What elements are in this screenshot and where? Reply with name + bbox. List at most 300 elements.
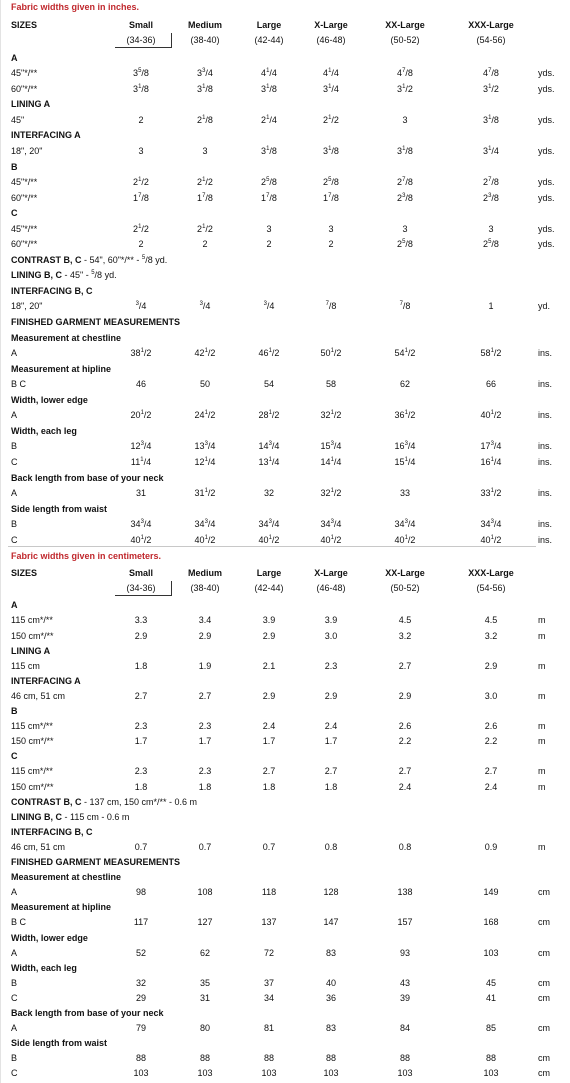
value-cell: 2.3 bbox=[198, 721, 212, 732]
value-cell: $2^1/2$ bbox=[133, 177, 149, 188]
section-label: Width, lower edge bbox=[11, 932, 88, 943]
row-label: A bbox=[11, 410, 18, 421]
value-cell: $3^1/8$ bbox=[197, 83, 213, 94]
value-cell: $32^1/2$ bbox=[320, 488, 342, 499]
size-range-1: (38-40) bbox=[190, 35, 220, 46]
value-cell: 3.2 bbox=[484, 630, 498, 641]
value-cell: 108 bbox=[197, 887, 213, 898]
value-cell: 3 bbox=[138, 145, 144, 156]
section-label: A bbox=[11, 52, 18, 63]
unit-label: yds. bbox=[538, 145, 555, 156]
value-cell: $32^1/2$ bbox=[320, 410, 342, 421]
section-row bbox=[0, 393, 570, 408]
value-cell: $34^3/4$ bbox=[320, 519, 342, 530]
value-cell: $31^1/2$ bbox=[194, 488, 216, 499]
unit-label: ins. bbox=[538, 519, 553, 530]
size-range-4: (50-52) bbox=[390, 35, 420, 46]
value-cell: $16^3/4$ bbox=[394, 441, 416, 452]
value-cell: $40^1/2$ bbox=[480, 410, 502, 421]
value-cell: 2.9 bbox=[262, 630, 276, 641]
value-cell: $1^7/8$ bbox=[133, 192, 149, 203]
section-label: Back length from base of your neck bbox=[11, 472, 164, 483]
section-label: C bbox=[11, 751, 18, 762]
section-label: LINING A bbox=[11, 99, 51, 110]
section-row bbox=[0, 331, 570, 346]
value-cell: 2.9 bbox=[398, 690, 412, 701]
table-row bbox=[0, 1066, 570, 1081]
note-text: - 137 cm, 150 cm*/** - 0.6 m bbox=[81, 796, 198, 807]
row-label: 150 cm*/** bbox=[11, 736, 54, 747]
table-row bbox=[0, 191, 570, 206]
section-row bbox=[0, 704, 570, 719]
size-name-2: Large bbox=[256, 19, 282, 30]
section-label: Width, each leg bbox=[11, 425, 77, 436]
value-cell: $2^1/2$ bbox=[197, 177, 213, 188]
value-cell: 2.7 bbox=[398, 660, 412, 671]
table-row bbox=[0, 915, 570, 930]
table-row bbox=[0, 517, 570, 532]
value-cell: $2^1/2$ bbox=[323, 114, 339, 125]
value-cell: 88 bbox=[135, 1053, 147, 1064]
value-cell: 1.8 bbox=[262, 781, 276, 792]
size-name-3: X-Large bbox=[314, 19, 348, 30]
imperial-title-row bbox=[0, 0, 570, 15]
value-cell: 31 bbox=[135, 488, 147, 499]
value-cell: 1.8 bbox=[324, 781, 338, 792]
value-cell: 3 bbox=[488, 223, 494, 234]
value-cell: $38^1/2$ bbox=[130, 348, 152, 359]
imperial-table-title: Fabric widths given in inches. bbox=[11, 2, 140, 12]
size-name-1: Medium bbox=[187, 19, 223, 30]
section-row bbox=[0, 644, 570, 659]
table-row bbox=[0, 976, 570, 991]
value-cell: $4^1/4$ bbox=[261, 68, 277, 79]
size-name-3: X-Large bbox=[314, 568, 348, 579]
row-label: 46 cm, 51 cm bbox=[11, 690, 66, 701]
value-cell: 98 bbox=[135, 887, 147, 898]
value-cell: 66 bbox=[485, 379, 497, 390]
row-label: C bbox=[11, 1068, 18, 1079]
value-cell: 4.5 bbox=[398, 615, 412, 626]
note-row bbox=[0, 795, 570, 810]
value-cell: $3^1/8$ bbox=[261, 145, 277, 156]
value-cell: 103 bbox=[261, 1068, 277, 1079]
value-cell: 39 bbox=[399, 992, 411, 1003]
sizes-header-label: SIZES bbox=[11, 19, 38, 30]
value-cell: $46^1/2$ bbox=[258, 348, 280, 359]
note-label: CONTRAST B, C bbox=[11, 796, 82, 807]
unit-label: cm bbox=[538, 887, 550, 898]
table-row bbox=[0, 486, 570, 501]
small-size-divider bbox=[171, 33, 172, 48]
size-name-2: Large bbox=[256, 568, 282, 579]
section-label: C bbox=[11, 208, 18, 219]
value-cell: $2^1/4$ bbox=[261, 114, 277, 125]
value-cell: 3.4 bbox=[198, 615, 212, 626]
small-size-underline bbox=[115, 47, 171, 48]
value-cell: 3 bbox=[266, 223, 272, 234]
value-cell: $34^3/4$ bbox=[258, 519, 280, 530]
value-cell: $3^1/4$ bbox=[323, 83, 339, 94]
unit-label: cm bbox=[538, 917, 550, 928]
imperial-size-header-row bbox=[0, 18, 570, 33]
value-cell: 2.9 bbox=[484, 660, 498, 671]
value-cell: 0.8 bbox=[324, 841, 338, 852]
size-name-4: XX-Large bbox=[385, 568, 425, 579]
small-size-divider bbox=[171, 581, 172, 596]
value-cell: 37 bbox=[263, 977, 275, 988]
section-row bbox=[0, 424, 570, 439]
row-label: 150 cm*/** bbox=[11, 781, 54, 792]
value-cell: 2.9 bbox=[198, 630, 212, 641]
row-label: B bbox=[11, 977, 18, 988]
value-cell: 41 bbox=[485, 992, 497, 1003]
value-cell: 31 bbox=[199, 992, 211, 1003]
value-cell: 3.9 bbox=[324, 615, 338, 626]
section-row bbox=[0, 855, 570, 870]
value-cell: 80 bbox=[199, 1023, 211, 1034]
table-row bbox=[0, 299, 570, 314]
section-label: Measurement at hipline bbox=[11, 902, 112, 913]
value-cell: 4.5 bbox=[484, 615, 498, 626]
value-cell: 85 bbox=[485, 1023, 497, 1034]
table-row bbox=[0, 377, 570, 392]
unit-label: m bbox=[538, 630, 546, 641]
unit-label: m bbox=[538, 721, 546, 732]
value-cell: $1^7/8$ bbox=[197, 192, 213, 203]
value-cell: 1.7 bbox=[262, 736, 276, 747]
section-label: FINISHED GARMENT MEASUREMENTS bbox=[11, 317, 181, 327]
value-cell: 2 bbox=[328, 239, 334, 250]
section-label: Side length from waist bbox=[11, 503, 108, 514]
value-cell: 88 bbox=[399, 1053, 411, 1064]
value-cell: $11^1/4$ bbox=[130, 456, 152, 467]
section-row bbox=[0, 749, 570, 764]
value-cell: $34^3/4$ bbox=[194, 519, 216, 530]
row-label: 60"*/** bbox=[11, 83, 38, 94]
value-cell: 50 bbox=[199, 379, 211, 390]
metric-title-row bbox=[0, 549, 570, 564]
value-cell: 3 bbox=[328, 223, 334, 234]
value-cell: 58 bbox=[325, 379, 337, 390]
row-label: A bbox=[11, 348, 18, 359]
note-line bbox=[11, 795, 197, 810]
value-cell: 32 bbox=[135, 977, 147, 988]
value-cell: 0.7 bbox=[134, 841, 148, 852]
value-cell: 3 bbox=[202, 145, 208, 156]
value-cell: 3.9 bbox=[262, 615, 276, 626]
value-cell: $54^1/2$ bbox=[394, 348, 416, 359]
table-row bbox=[0, 764, 570, 779]
value-cell: $2^3/8$ bbox=[397, 192, 413, 203]
section-label: Width, each leg bbox=[11, 962, 77, 973]
table-row bbox=[0, 346, 570, 361]
value-cell: 40 bbox=[325, 977, 337, 988]
value-cell: 168 bbox=[483, 917, 499, 928]
row-label: B C bbox=[11, 917, 27, 928]
table-row bbox=[0, 144, 570, 159]
section-label: INTERFACING A bbox=[11, 130, 81, 141]
unit-label: ins. bbox=[538, 456, 553, 467]
sizes-header-label: SIZES bbox=[11, 568, 38, 579]
value-cell: 103 bbox=[323, 1068, 339, 1079]
value-cell: $2^1/2$ bbox=[197, 223, 213, 234]
row-label: C bbox=[11, 534, 18, 545]
value-cell: $2^7/8$ bbox=[483, 177, 499, 188]
row-label: 115 cm*/** bbox=[11, 721, 53, 732]
value-cell: 43 bbox=[399, 977, 411, 988]
value-cell: $20^1/2$ bbox=[130, 410, 152, 421]
section-row bbox=[0, 1036, 570, 1051]
row-label: C bbox=[11, 992, 18, 1003]
size-name-5: XXX-Large bbox=[468, 568, 514, 579]
value-cell: $3^1/4$ bbox=[483, 145, 499, 156]
value-cell: $58^1/2$ bbox=[480, 348, 502, 359]
row-label: C bbox=[11, 456, 18, 467]
value-cell: 88 bbox=[485, 1053, 497, 1064]
unit-label: cm bbox=[538, 992, 550, 1003]
note-row bbox=[0, 253, 570, 268]
value-cell: 62 bbox=[399, 379, 411, 390]
note-text: - 45" - $^5$/8 yd. bbox=[62, 270, 117, 281]
value-cell: 1.7 bbox=[134, 736, 148, 747]
row-label: 18", 20" bbox=[11, 145, 43, 156]
value-cell: 2.1 bbox=[262, 660, 276, 671]
section-row bbox=[0, 160, 570, 175]
table-row bbox=[0, 885, 570, 900]
value-cell: 83 bbox=[325, 1023, 337, 1034]
row-label: B bbox=[11, 1053, 18, 1064]
value-cell: 2 bbox=[138, 239, 144, 250]
value-cell: 138 bbox=[397, 887, 413, 898]
value-cell: $2^1/2$ bbox=[133, 223, 149, 234]
value-cell: 2.4 bbox=[484, 781, 498, 792]
size-name-5: XXX-Large bbox=[468, 19, 514, 30]
unit-label: ins. bbox=[538, 410, 553, 421]
note-label: LINING B, C bbox=[11, 811, 62, 822]
value-cell: 2 bbox=[266, 239, 272, 250]
value-cell: $24^1/2$ bbox=[194, 410, 216, 421]
value-cell: $33^1/2$ bbox=[480, 488, 502, 499]
unit-label: yds. bbox=[538, 83, 555, 94]
table-row bbox=[0, 613, 570, 628]
table-row bbox=[0, 533, 570, 548]
table-row bbox=[0, 629, 570, 644]
unit-label: cm bbox=[538, 947, 550, 958]
value-cell: 72 bbox=[263, 947, 275, 958]
section-label: B bbox=[11, 706, 18, 716]
row-label: B bbox=[11, 519, 18, 530]
value-cell: 103 bbox=[197, 1068, 213, 1079]
value-cell: 3.0 bbox=[484, 690, 498, 701]
value-cell: $12^1/4$ bbox=[194, 456, 216, 467]
value-cell: $40^1/2$ bbox=[130, 534, 152, 545]
value-cell: $12^3/4$ bbox=[130, 441, 152, 452]
size-range-0: (34-36) bbox=[126, 35, 156, 46]
row-label: 60"*/** bbox=[11, 239, 38, 250]
value-cell: $3^1/8$ bbox=[261, 83, 277, 94]
unit-label: m bbox=[538, 615, 546, 626]
unit-label: ins. bbox=[538, 379, 553, 390]
value-cell: $3^3/4$ bbox=[197, 68, 213, 79]
value-cell: $2^5/8$ bbox=[397, 239, 413, 250]
section-label: INTERFACING B, C bbox=[11, 826, 93, 837]
table-row bbox=[0, 689, 570, 704]
size-range-4: (50-52) bbox=[390, 583, 420, 594]
value-cell: 83 bbox=[325, 947, 337, 958]
section-label: LINING A bbox=[11, 645, 51, 656]
table-row bbox=[0, 780, 570, 795]
row-label: 45"*/** bbox=[11, 177, 38, 188]
row-label: 45" bbox=[11, 114, 25, 125]
value-cell: $2^1/8$ bbox=[197, 114, 213, 125]
size-name-0: Small bbox=[128, 19, 154, 30]
section-row bbox=[0, 1006, 570, 1021]
value-cell: 103 bbox=[397, 1068, 413, 1079]
value-cell: $4^7/8$ bbox=[483, 68, 499, 79]
value-cell: $^3$/4 bbox=[135, 301, 147, 312]
note-line bbox=[11, 253, 167, 268]
value-cell: 3.2 bbox=[398, 630, 412, 641]
value-cell: 88 bbox=[199, 1053, 211, 1064]
value-cell: $34^3/4$ bbox=[394, 519, 416, 530]
section-label: A bbox=[11, 600, 18, 611]
table-row bbox=[0, 175, 570, 190]
value-cell: $3^5/8$ bbox=[133, 68, 149, 79]
unit-label: yds. bbox=[538, 223, 555, 234]
value-cell: 2.7 bbox=[134, 690, 148, 701]
table-row bbox=[0, 222, 570, 237]
value-cell: $28^1/2$ bbox=[258, 410, 280, 421]
value-cell: $2^5/8$ bbox=[323, 177, 339, 188]
table-row bbox=[0, 840, 570, 855]
unit-label: cm bbox=[538, 1053, 550, 1064]
note-text: - 115 cm - 0.6 m bbox=[62, 811, 130, 822]
value-cell: 46 bbox=[135, 379, 147, 390]
value-cell: 32 bbox=[263, 488, 275, 499]
row-label: 45"*/** bbox=[11, 68, 38, 79]
value-cell: 2 bbox=[138, 114, 144, 125]
section-label: Measurement at chestline bbox=[11, 872, 122, 883]
value-cell: $^3$/4 bbox=[199, 301, 211, 312]
value-cell: $3^1/8$ bbox=[133, 83, 149, 94]
value-cell: 34 bbox=[263, 992, 275, 1003]
value-cell: 157 bbox=[397, 917, 413, 928]
value-cell: $17^3/4$ bbox=[480, 441, 502, 452]
value-cell: $3^1/8$ bbox=[483, 114, 499, 125]
value-cell: 29 bbox=[135, 992, 147, 1003]
value-cell: $1^7/8$ bbox=[323, 192, 339, 203]
value-cell: $2^3/8$ bbox=[483, 192, 499, 203]
section-label: Back length from base of your neck bbox=[11, 1008, 164, 1018]
value-cell: 3 bbox=[402, 223, 408, 234]
value-cell: 1.8 bbox=[198, 781, 212, 792]
metric-table-title: Fabric widths given in centimeters. bbox=[11, 551, 162, 561]
value-cell: 81 bbox=[263, 1023, 275, 1034]
row-label: 115 cm*/** bbox=[11, 615, 53, 626]
value-cell: 2.7 bbox=[398, 766, 412, 777]
value-cell: $4^7/8$ bbox=[397, 68, 413, 79]
table-row bbox=[0, 1021, 570, 1036]
section-row bbox=[0, 362, 570, 377]
value-cell: 2.7 bbox=[484, 766, 498, 777]
size-name-1: Medium bbox=[187, 568, 223, 579]
table-row bbox=[0, 408, 570, 423]
value-cell: 103 bbox=[483, 947, 499, 958]
value-cell: 2.9 bbox=[262, 690, 276, 701]
section-row bbox=[0, 315, 570, 330]
row-label: 115 cm*/** bbox=[11, 766, 53, 777]
section-label: B bbox=[11, 161, 18, 172]
unit-label: cm bbox=[538, 1068, 550, 1079]
value-cell: 118 bbox=[261, 887, 277, 898]
section-row bbox=[0, 502, 570, 517]
size-range-2: (42-44) bbox=[254, 35, 284, 46]
size-range-0: (34-36) bbox=[126, 583, 156, 594]
unit-label: yds. bbox=[538, 177, 555, 188]
value-cell: 52 bbox=[135, 947, 147, 958]
section-label: Measurement at hipline bbox=[11, 363, 112, 374]
value-cell: 103 bbox=[133, 1068, 149, 1079]
unit-label: m bbox=[538, 781, 546, 792]
value-cell: $36^1/2$ bbox=[394, 410, 416, 421]
value-cell: $14^1/4$ bbox=[320, 456, 342, 467]
value-cell: $15^3/4$ bbox=[320, 441, 342, 452]
value-cell: 2.4 bbox=[262, 721, 276, 732]
unit-label: yds. bbox=[538, 239, 555, 250]
size-name-0: Small bbox=[128, 568, 154, 579]
value-cell: 0.9 bbox=[484, 841, 498, 852]
value-cell: $40^1/2$ bbox=[258, 534, 280, 545]
table-row bbox=[0, 455, 570, 470]
value-cell: 1.7 bbox=[198, 736, 212, 747]
size-range-2: (42-44) bbox=[254, 583, 284, 594]
value-cell: 1.8 bbox=[134, 660, 148, 671]
section-label: INTERFACING A bbox=[11, 675, 81, 686]
section-row bbox=[0, 128, 570, 143]
unit-label: cm bbox=[538, 977, 550, 988]
table-row bbox=[0, 946, 570, 961]
value-cell: 2.3 bbox=[134, 766, 148, 777]
small-size-underline bbox=[115, 595, 171, 596]
table-row bbox=[0, 237, 570, 252]
row-label: B C bbox=[11, 379, 27, 390]
unit-label: yds. bbox=[538, 68, 555, 79]
row-label: A bbox=[11, 1023, 18, 1034]
value-cell: 2.3 bbox=[198, 766, 212, 777]
size-range-1: (38-40) bbox=[190, 583, 220, 594]
table-row bbox=[0, 659, 570, 674]
section-label: INTERFACING B, C bbox=[11, 285, 93, 296]
value-cell: 128 bbox=[323, 887, 339, 898]
unit-label: m bbox=[538, 690, 546, 701]
value-cell: $42^1/2$ bbox=[194, 348, 216, 359]
value-cell: 2.9 bbox=[134, 630, 148, 641]
unit-label: ins. bbox=[538, 348, 553, 359]
unit-label: m bbox=[538, 766, 546, 777]
row-label: A bbox=[11, 887, 18, 898]
value-cell: 1.8 bbox=[134, 781, 148, 792]
note-line bbox=[11, 268, 117, 283]
section-label: Width, lower edge bbox=[11, 394, 88, 405]
value-cell: 0.7 bbox=[262, 841, 276, 852]
value-cell: 79 bbox=[135, 1023, 147, 1034]
unit-label: ins. bbox=[538, 441, 553, 452]
row-label: 150 cm*/** bbox=[11, 630, 54, 641]
table-row bbox=[0, 439, 570, 454]
note-label: LINING B, C bbox=[11, 270, 62, 281]
note-label: CONTRAST B, C bbox=[11, 254, 82, 265]
